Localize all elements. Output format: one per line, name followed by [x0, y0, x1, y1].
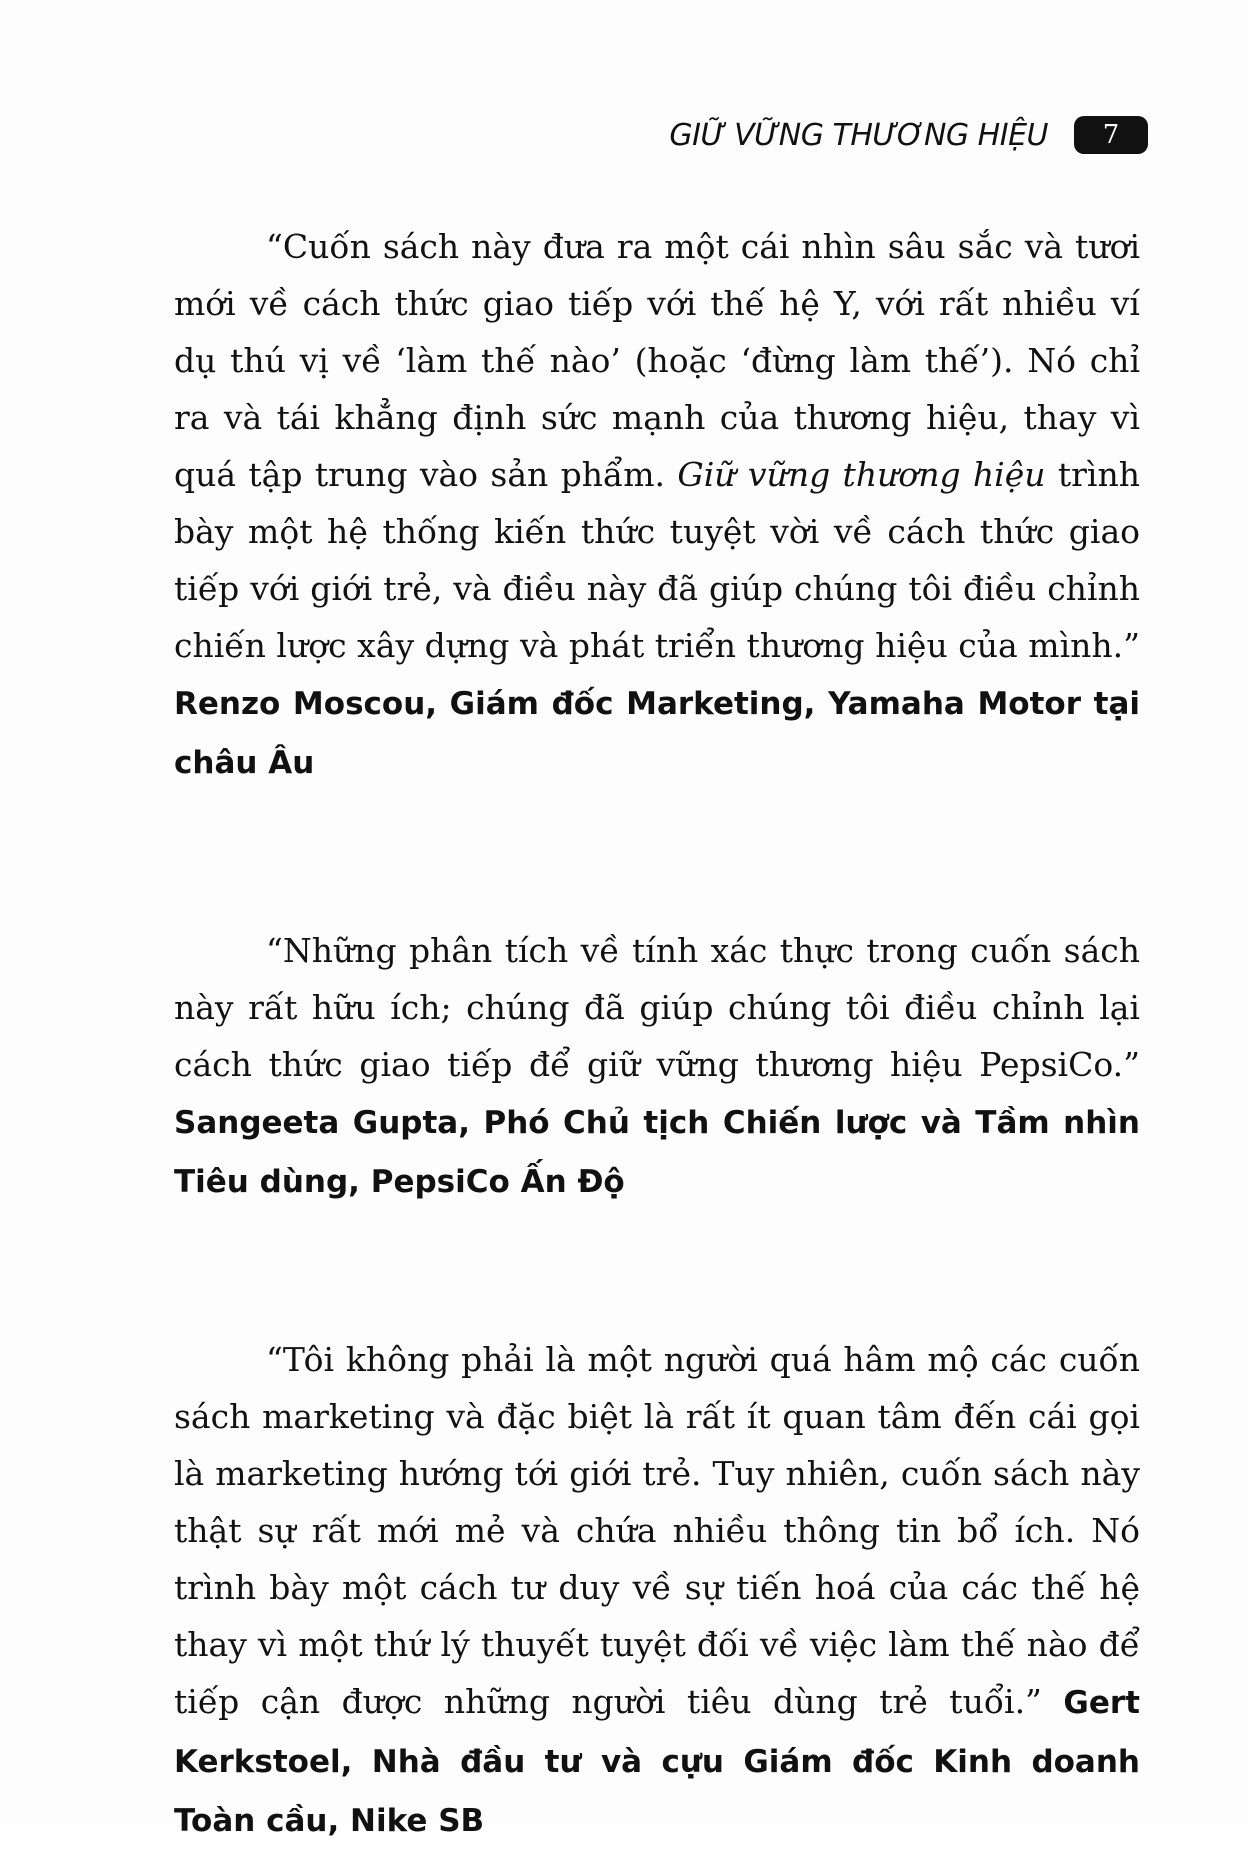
quote-text: trình bày một hệ thống kiến thức tuyệt vời về cách thức giao tiếp với giới trẻ, và điều này đã giúp chúng tôi điều chỉnh chiến lược xây dựng và phát triển thương hiệu của mình.”: [174, 455, 1140, 665]
quote-attribution: Renzo Moscou, Giám đốc Marketing, Yamaha Motor tại châu Âu: [174, 686, 1140, 781]
quote-text: “Tôi không phải là một người quá hâm mộ các cuốn sách marketing và đặc biệt là rất ít quan tâm đến cái gọi là marketing hướng tới giới trẻ. Tuy nhiên, cuốn sách này thật sự rất mới mẻ và chứa nhiều thông tin bổ ích. Nó trình bày một cách tư duy về sự tiến hoá của các thế hệ thay vì một thứ lý thuyết tuyệt đối về việc làm thế nào để tiếp cận được những người tiêu dùng trẻ tuổi.”: [174, 1340, 1140, 1721]
page-number: 7: [1074, 116, 1148, 154]
quote-text: “Những phân tích về tính xác thực trong cuốn sách này rất hữu ích; chúng đã giúp chúng tôi điều chỉnh lại cách thức giao tiếp để giữ vững thương hiệu PepsiCo.”: [174, 931, 1140, 1084]
book-title: Giữ vững thương hiệu: [677, 455, 1046, 494]
page-header: [669, 116, 1148, 154]
testimonial-quote: [174, 1331, 1140, 1850]
testimonials: [174, 218, 1140, 1850]
quote-attribution: Sangeeta Gupta, Phó Chủ tịch Chiến lược và Tầm nhìn Tiêu dùng, PepsiCo Ấn Độ: [174, 1105, 1140, 1200]
quote-attribution: Gert Kerkstoel, Nhà đầu tư và cựu Giám đốc Kinh doanh Toàn cầu, Nike SB: [174, 1685, 1140, 1839]
testimonial-quote: [174, 922, 1140, 1211]
testimonial-quote: [174, 218, 1140, 792]
running-title: GIỮ VỮNG THƯƠNG HIỆU: [669, 117, 1048, 153]
quote-text: “Cuốn sách này đưa ra một cái nhìn sâu sắc và tươi mới về cách thức giao tiếp với thế hệ Y, với rất nhiều ví dụ thú vị về ‘làm thế nào’ (hoặc ‘đừng làm thế’). Nó chỉ ra và tái khẳng định sức mạnh của thương hiệu, thay vì quá tập trung vào sản phẩm.: [174, 227, 1140, 494]
